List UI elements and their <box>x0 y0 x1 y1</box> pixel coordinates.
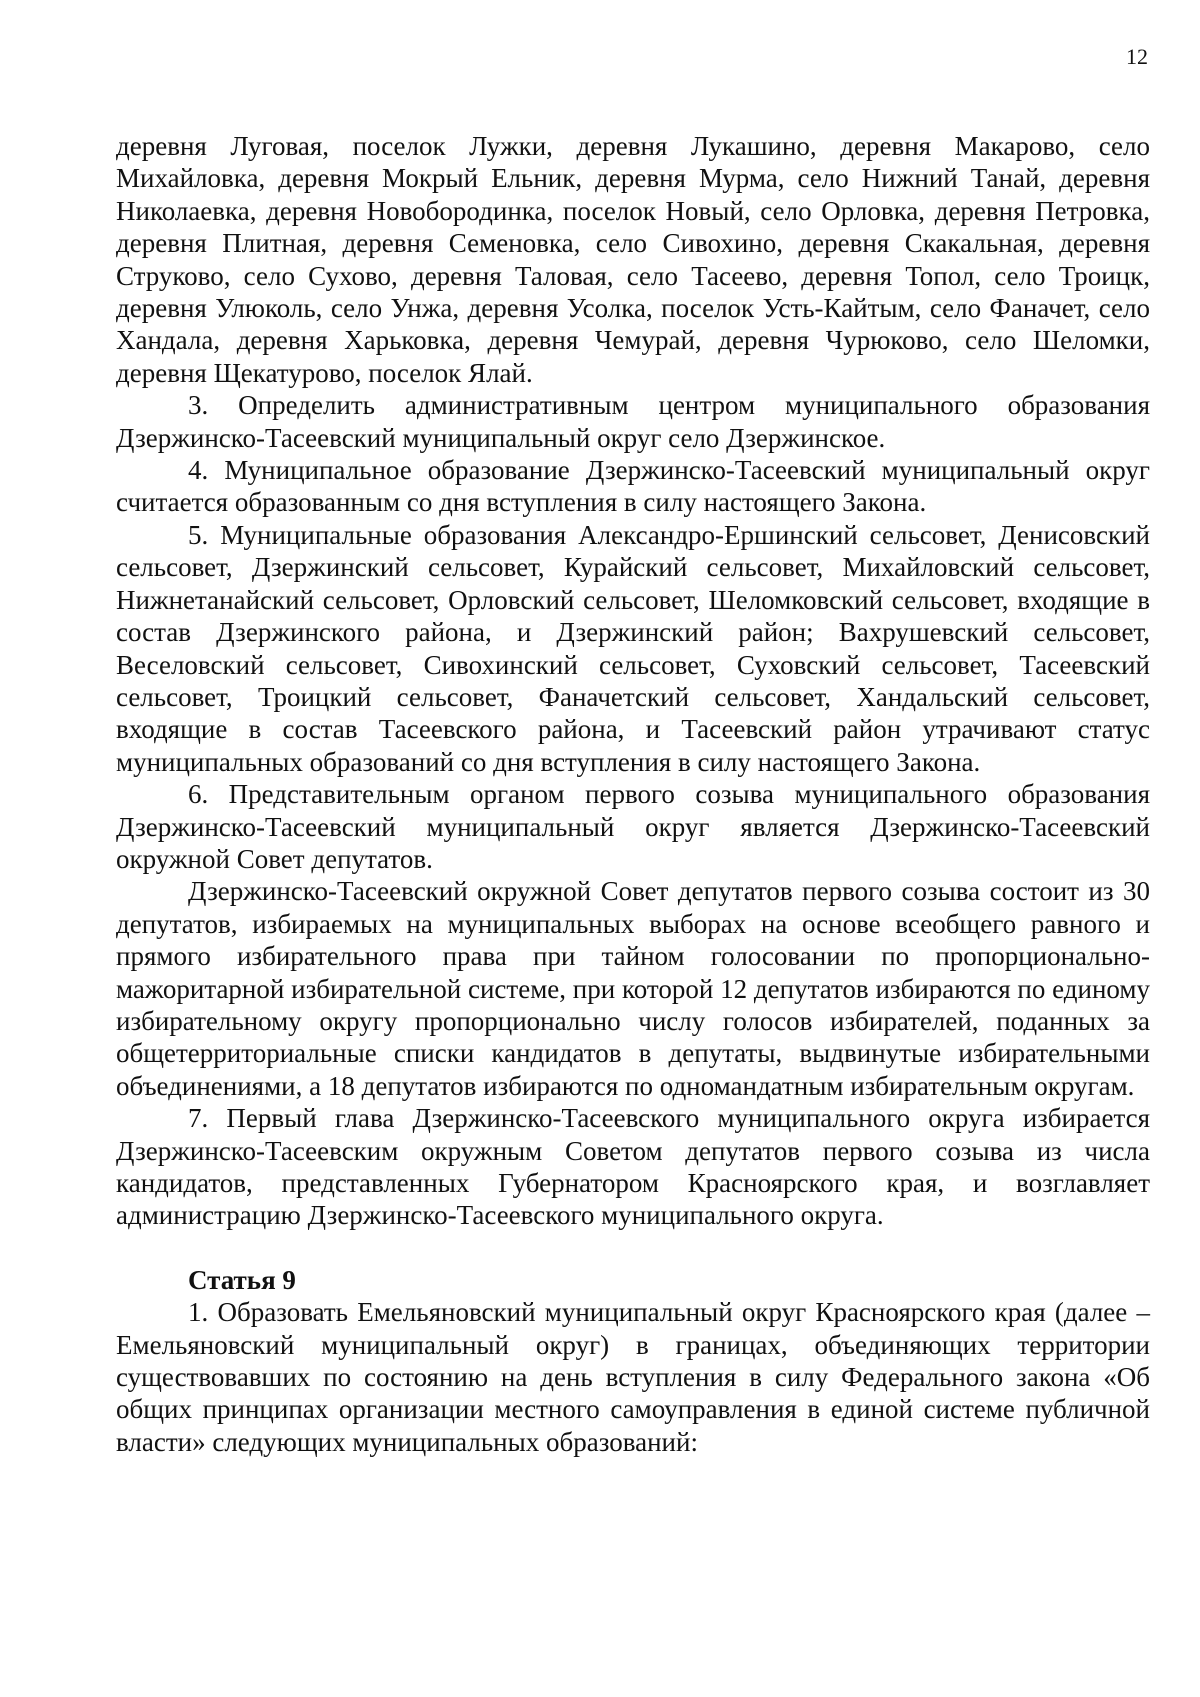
paragraph-item-4: 4. Муниципальное образование Дзержинско-Тасеевский муниципальный округ считается образованным со дня вступления в силу настоящего Закона. <box>116 455 1150 518</box>
page-number: 12 <box>1126 44 1148 69</box>
paragraph-item-3: 3. Определить административным центром муниципального образования Дзержинско-Тасеевский муниципальный округ село Дзержинское. <box>116 390 1150 453</box>
article-paragraph-1: 1. Образовать Емельяновский муниципальный округ Красноярского края (далее – Емельяновский муниципальный округ) в границах, объединяющих территории существовавших по состоянию на день вступления в силу Федерального закона «Об общих принципах организации местного самоуправления в единой системе публичной власти» следующих муниципальных образований: <box>116 1297 1150 1457</box>
paragraph-item-5: 5. Муниципальные образования Александро-Ершинский сельсовет, Денисовский сельсовет, Дзержинский сельсовет, Курайский сельсовет, Михайловский сельсовет, Нижнетанайский сельсовет, Орловский сельсовет, Шеломковский сельсовет, входящие в состав Дзержинского района, и Дзержинский район; Вахрушевский сельсовет, Веселовский сельсовет, Сивохинский сельсовет, Суховский сельсовет, Тасеевский сельсовет, Троицкий сельсовет, Фаначетский сельсовет, Хандальский сельсовет, входящие в состав Тасеевского района, и Тасеевский район утрачивают статус муниципальных образований со дня вступления в силу настоящего Закона. <box>116 519 1150 777</box>
paragraph-village-list: деревня Луговая, поселок Лужки, деревня Лукашино, деревня Макарово, село Михайловка, деревня Мокрый Ельник, деревня Мурма, село Нижний Танай, деревня Николаевка, деревня Новобородинка, поселок Новый, село Орловка, деревня Петровка, деревня Плитная, деревня Семеновка, село Сивохино, деревня Скакальная, деревня Струково, село Сухово, деревня Таловая, село Тасеево, деревня Топол, село Троицк, деревня Улюколь, село Унжа, деревня Усолка, поселок Усть-Кайтым, село Фаначет, село Хандала, деревня Харьковка, деревня Чемурай, деревня Чурюково, село Шеломки, деревня Щекатурово, поселок Ялай. <box>116 131 1150 388</box>
paragraph-item-6: 6. Представительным органом первого созыва муниципального образования Дзержинско-Тасеевский муниципальный округ является Дзержинско-Тасеевский окружной Совет депутатов. <box>116 779 1150 874</box>
paragraph-item-7: 7. Первый глава Дзержинско-Тасеевского муниципального округа избирается Дзержинско-Тасеевским окружным Советом депутатов первого созыва из числа кандидатов, представленных Губернатором Красноярского края, и возглавляет администрацию Дзержинско-Тасеевского муниципального округа. <box>116 1103 1150 1231</box>
paragraph-council-composition: Дзержинско-Тасеевский окружной Совет депутатов первого созыва состоит из 30 депутатов, избираемых на муниципальных выборах на основе всеобщего равного и прямого избирательного права при тайном голосовании по пропорционально-мажоритарной избирательной системе, при которой 12 депутатов избираются по единому избирательному округу пропорционально числу голосов избирателей, поданных за общетерриториальные списки кандидатов в депутаты, выдвинутые избирательными объединениями, а 18 депутатов избираются по одномандатным избирательным округам. <box>116 876 1150 1101</box>
article-heading: Статья 9 <box>188 1264 296 1295</box>
document-body <box>116 130 1150 1458</box>
